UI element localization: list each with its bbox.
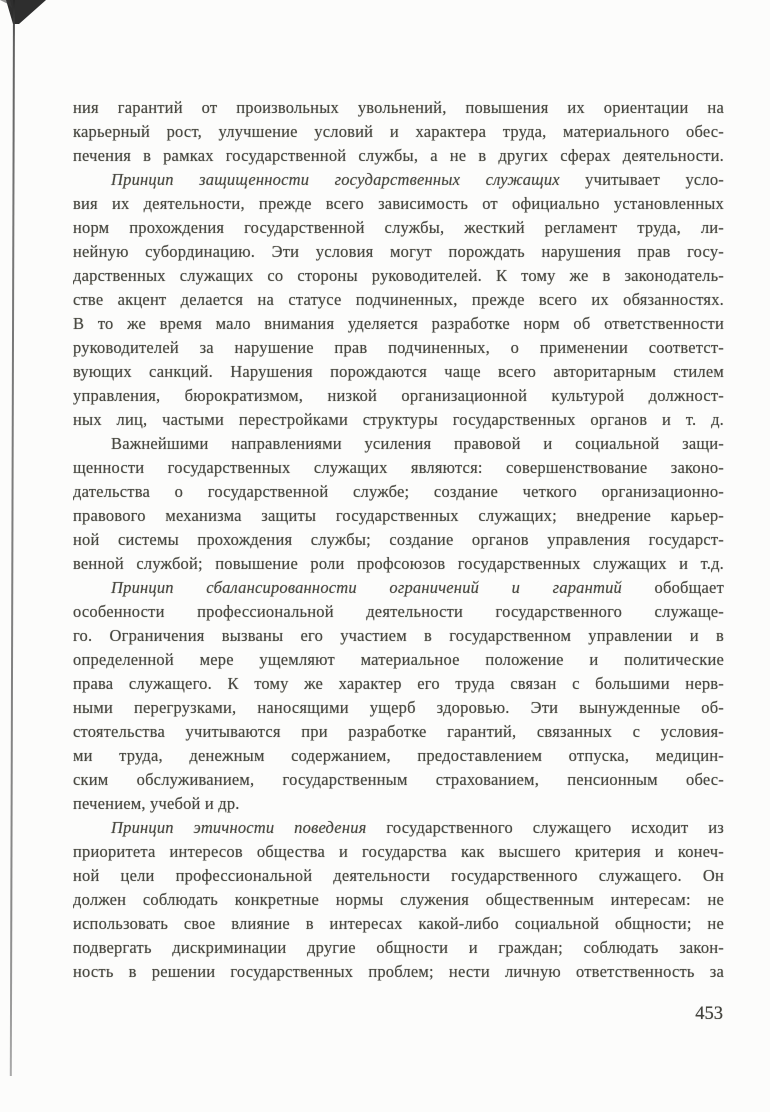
text-segment: ной цели профессиональной деятельности государственного служащего. Он [73,866,724,885]
text-line [73,576,724,600]
text-line [73,480,724,504]
text-line [73,504,724,528]
text-segment: подвергать дискриминации другие общности и граждан; соблюдать закон- [73,938,724,957]
text-line [73,696,724,720]
text-line [73,96,724,120]
text-line [73,792,724,816]
text-segment: вующих санкций. Нарушения порождаются чаще всего авторитарным стилем [73,362,724,381]
text-segment: вия их деятельности, прежде всего зависимость от официально установленных [73,194,724,213]
text-segment: использовать свое влияние в интересах какой-либо социальной общности; не [73,914,724,933]
text-segment: обобщает [622,578,724,597]
text-line [73,120,724,144]
text-line [73,456,724,480]
text-segment: учитывает усло- [559,170,724,189]
text-segment: ными перегрузками, наносящими ущерб здоровью. Эти вынужденные об- [73,698,724,717]
text-line [73,672,724,696]
text-line [73,648,724,672]
text-segment: государственного служащего исходит из [366,818,724,837]
text-segment: ми труда, денежным содержанием, предоставлением отпуска, медицин- [73,746,724,765]
italic-phrase: Принцип сбалансированности ограничений и гарантий [111,578,622,597]
text-segment: нейную субординацию. Эти условия могут порождать нарушения прав госу- [73,242,724,261]
italic-phrase: Принцип защищенности государственных служащих [111,170,560,189]
text-segment: дательства о государственной службе; создание четкого организационно- [73,482,724,501]
scan-spine-line [9,0,14,1076]
text-segment: Важнейшими направлениями усиления правовой и социальной защи- [111,434,724,453]
text-segment: правового механизма защиты государственных служащих; внедрение карьер- [73,506,724,525]
text-line [73,864,724,888]
text-line [73,192,724,216]
text-segment: приоритета интересов общества и государства как высшего критерия и конеч- [73,842,724,861]
text-line [73,888,724,912]
text-line [73,624,724,648]
text-segment: ной системы прохождения службы; создание органов управления государст- [73,530,724,549]
text-segment: го. Ограничения вызваны его участием в государственном управлении и в [73,626,724,645]
text-line [73,216,724,240]
text-line [73,336,724,360]
text-segment: ность в решении государственных проблем; нести личную ответственность за [73,962,724,981]
text-segment: определенной мере ущемляют материальное положение и политические [73,650,724,669]
text-segment: норм прохождения государственной службы, жесткий регламент труда, ли- [73,218,724,237]
text-segment: венной службой; повышение роли профсоюзов государственных служащих и т.д. [73,554,724,573]
text-segment: ных лиц, частыми перестройками структуры государственных органов и т. д. [73,410,724,429]
text-line [73,816,724,840]
scan-shadow-wedge-icon [0,0,60,30]
text-line [73,528,724,552]
text-line [73,960,724,984]
text-line [73,720,724,744]
text-line [73,144,724,168]
text-line [73,408,724,432]
text-line [73,936,724,960]
text-segment: карьерный рост, улучшение условий и характера труда, материального обес- [73,122,724,141]
text-segment: щенности государственных служащих являются: совершенствование законо- [73,458,724,477]
text-line [73,168,724,192]
text-line [73,768,724,792]
text-segment: управления, бюрократизмом, низкой организационной культурой должност- [73,386,724,405]
text-line [73,552,724,576]
text-segment: особенности профессиональной деятельности государственного служаще- [73,602,724,621]
text-segment: стве акцент делается на статусе подчиненных, прежде всего их обязанностях. [73,290,724,309]
text-line [73,288,724,312]
text-segment: В то же время мало внимания уделяется разработке норм об ответственности [73,314,724,333]
text-segment: права служащего. К тому же характер его труда связан с большими нерв- [73,674,724,693]
text-segment: ским обслуживанием, государственным страхованием, пенсионным обес- [73,770,724,789]
text-line [73,264,724,288]
text-line [73,240,724,264]
text-line [73,312,724,336]
text-line [73,360,724,384]
text-segment: печения в рамках государственной службы, а не в других сферах деятельности. [73,146,724,165]
text-segment: стоятельства учитываются при разработке гарантий, связанных с условия- [73,722,724,741]
text-segment: руководителей за нарушение прав подчиненных, о применении соответст- [73,338,724,357]
page-number: 453 [695,1004,723,1024]
text-segment: ния гарантий от произвольных увольнений, повышения их ориентации на [73,98,724,117]
text-segment: должен соблюдать конкретные нормы служения общественным интересам: не [73,890,724,909]
text-line [73,744,724,768]
text-line [73,912,724,936]
text-line [73,432,724,456]
page-text-block [73,96,724,984]
text-line [73,600,724,624]
text-segment: дарственных служащих со стороны руководителей. К тому же в законодатель- [73,266,724,285]
text-line [73,384,724,408]
text-line [73,840,724,864]
italic-phrase: Принцип этичности поведения [111,818,367,837]
text-segment: печением, учебой и др. [73,794,240,813]
